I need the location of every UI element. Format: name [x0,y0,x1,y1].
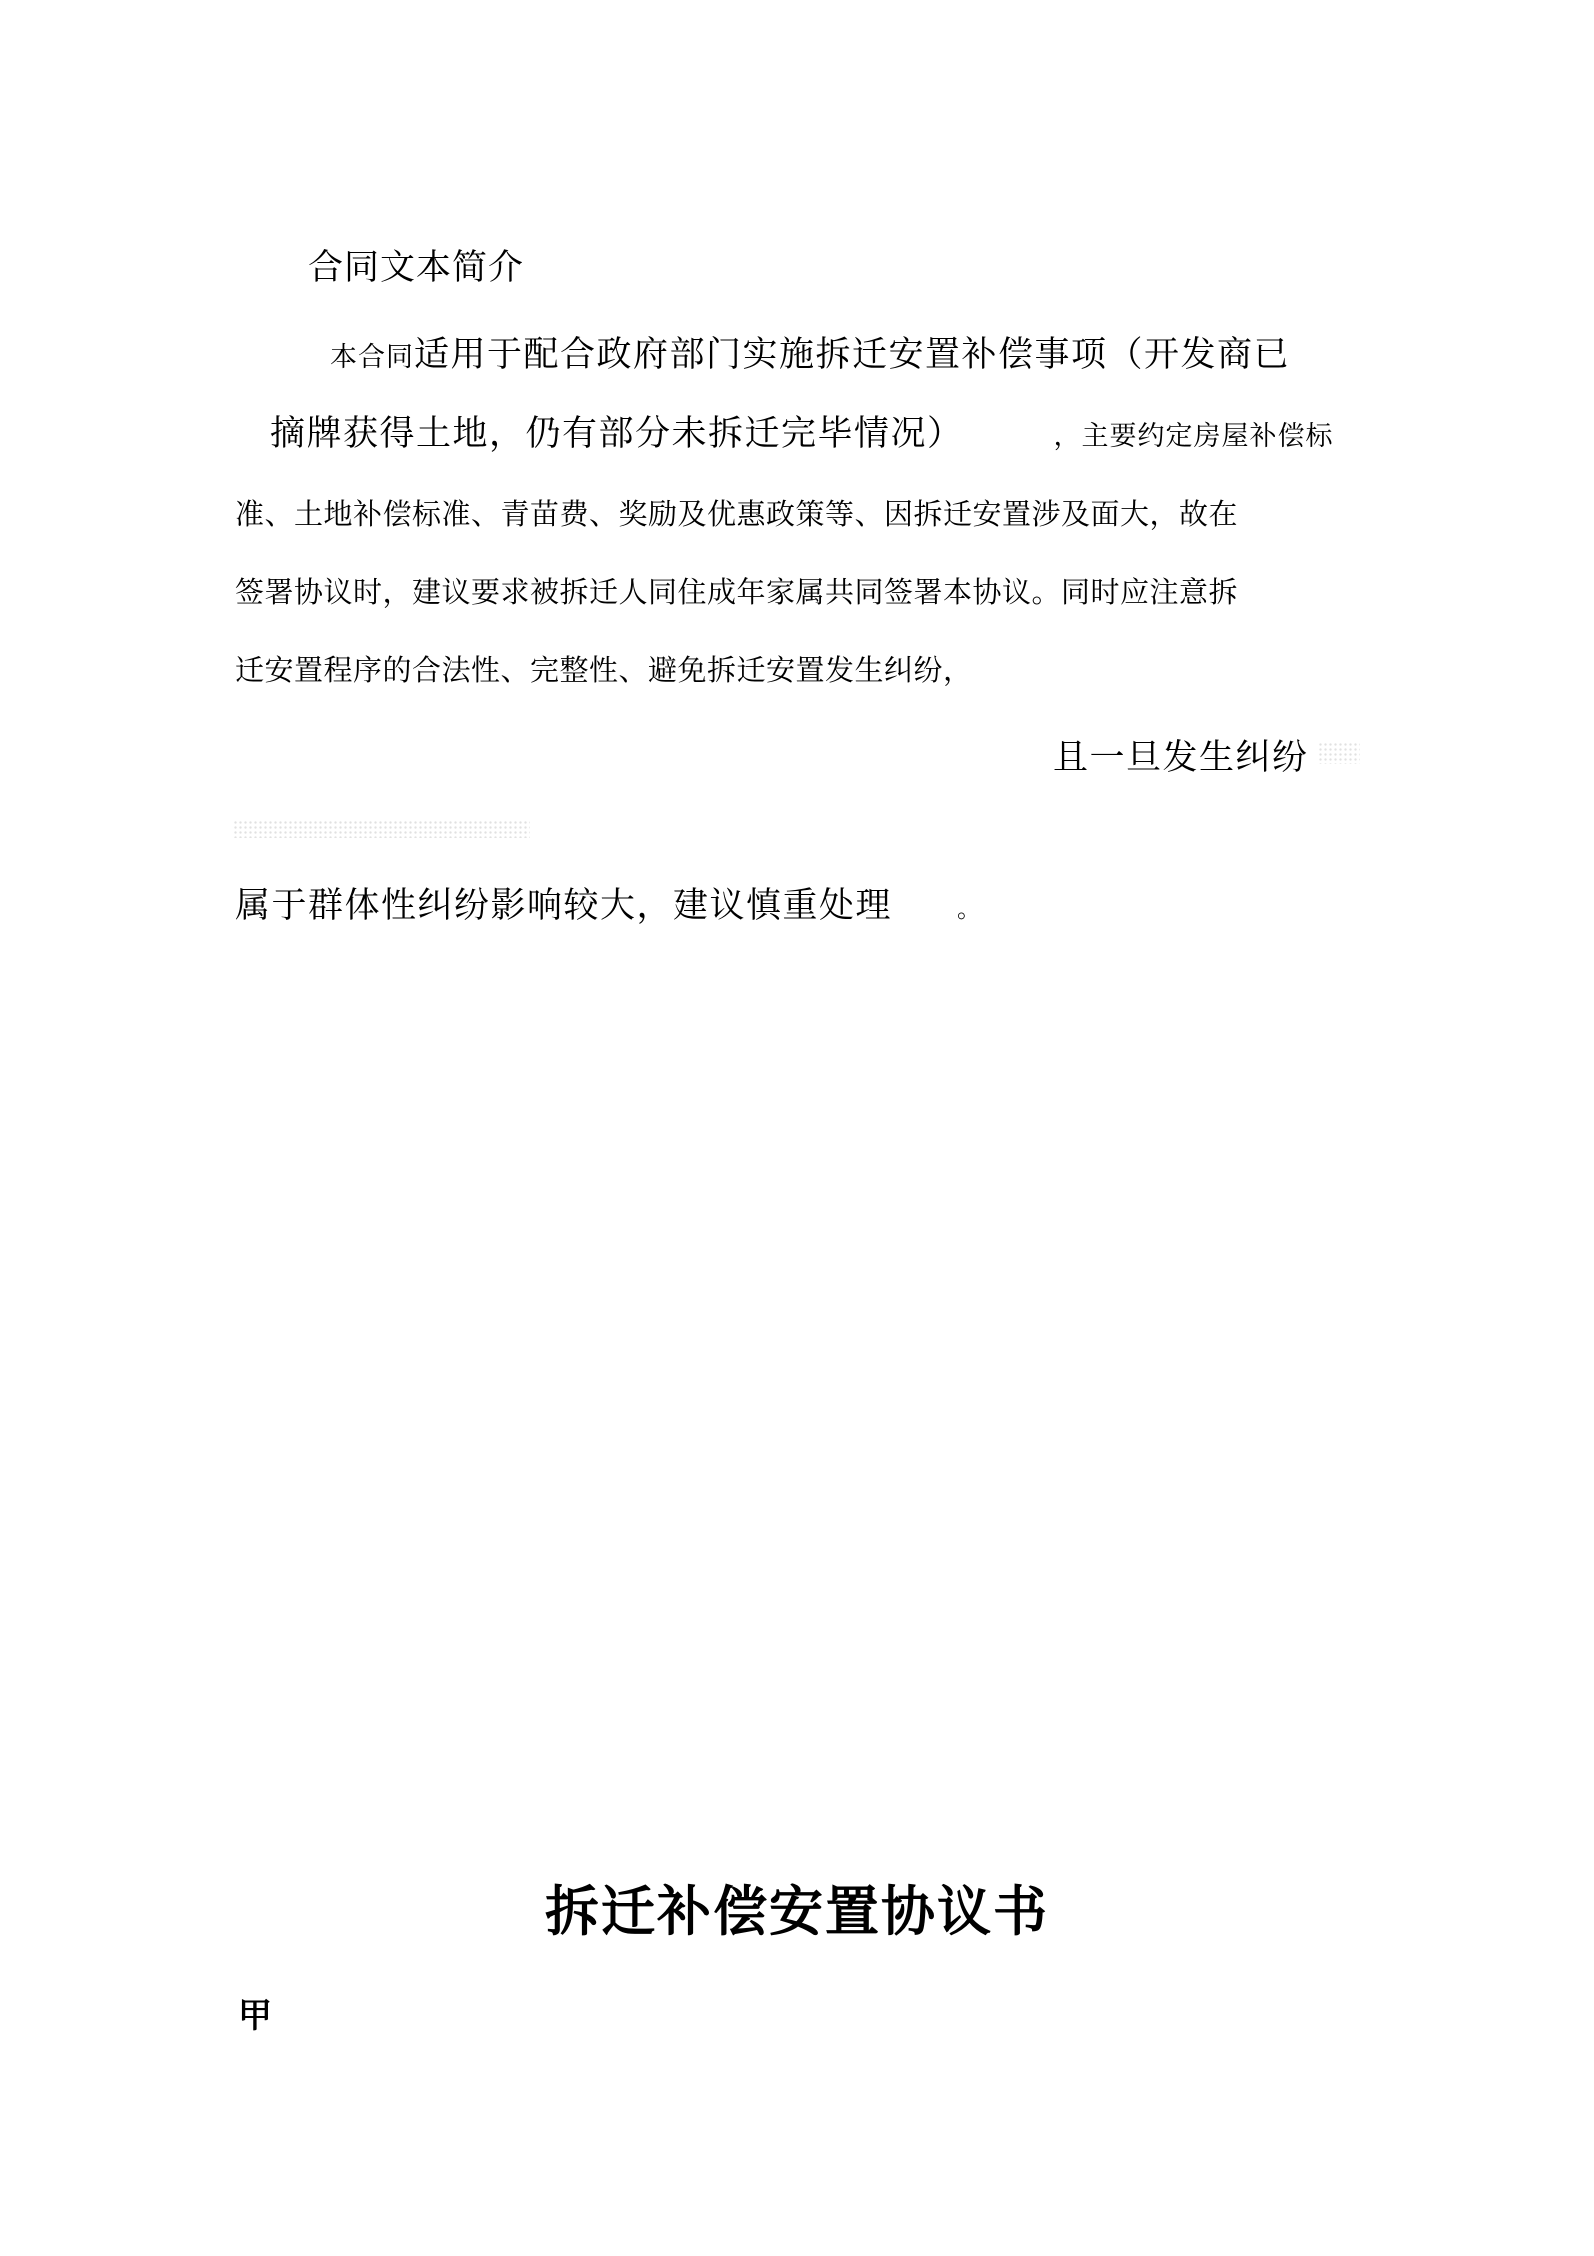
intro-line6-large-text: 属于群体性纠纷影响较大，建议慎重处理 [235,886,893,925]
illegible-faint-text-strip [233,820,530,838]
intro-line2-small-text: ，主要约定房屋补偿标 [1053,421,1334,451]
intro-paragraph-line-6 [235,878,981,928]
intro-paragraph-line-4: 签署协议时，建议要求被拆迁人同住成年家属共同签署本协议。同时应注意拆 [235,577,1239,609]
party-label: 甲 [238,1997,272,2035]
intro-paragraph-line-3: 准、土地补偿标准、青苗费、奖励及优惠政策等、因拆迁安置涉及面大，故在 [235,499,1239,531]
intro-paragraph-line-1 [330,327,1290,377]
intro-paragraph-line-5: 迁安置程序的合法性、完整性、避免拆迁安置发生纠纷， [235,655,973,687]
intro-line1-large-text: 适用于配合政府部门实施拆迁安置补偿事项（开发商已 [414,335,1291,374]
contract-title: 拆迁补偿安置协议书 [545,1882,1049,1942]
intro-line1-small-text: 本合同 [330,342,414,372]
intro-line6-period: 。 [957,896,982,923]
intro-heading: 合同文本简介 [308,248,525,287]
intro-paragraph-line-2 [270,406,1334,456]
intro-line2-large-text: 摘牌获得土地，仍有部分未拆迁完毕情况） [270,414,964,453]
intro-emphasis-line: 且一旦发生纠纷 [1053,738,1309,777]
illegible-faint-mark [1318,742,1360,764]
